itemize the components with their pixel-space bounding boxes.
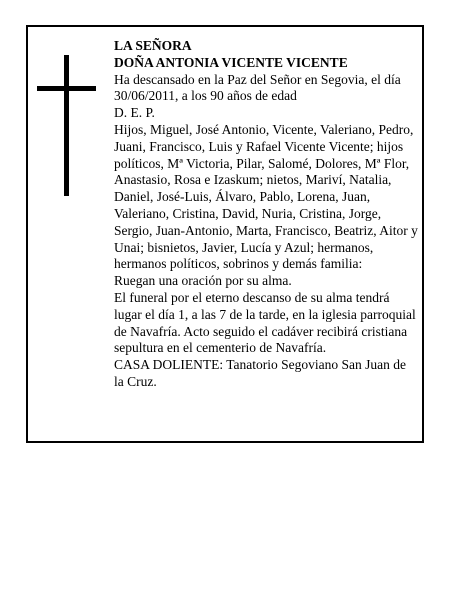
funeral-details: El funeral por el eterno descanso de su alma tendrá lugar el día 1, a las 7 de la tarde, en la iglesia parroquial de Navafría. Acto seguido el cadáver recibirá cristiana sepultura en el cementerio de Navafría. bbox=[114, 289, 416, 356]
cross-icon bbox=[64, 55, 69, 196]
deceased-name: DOÑA ANTONIA VICENTE VICENTE bbox=[114, 54, 348, 70]
family-list: Hijos, Miguel, José Antonio, Vicente, Valeriano, Pedro, Juani, Francisco, Luis y Rafael Vicente Vicente; hijos políticos, Mª Victoria, Pilar, Salomé, Dolores, Mª Flor, Anastasio, Rosa e Izaskum; nietos, Mariví, Natalia, Daniel, José-Luis, Álvaro, Pablo, Lorena, Juan, Valeriano, Cristina, David, Nuria, Cristina, Jorge, Sergio, Juan-Antonio, Marta, Francisco, Beatriz, Aitor y Unai; bisnietos, Javier, Lucía y Azul; hermanos, hermanos políticos, sobrinos y demás familia: bbox=[114, 121, 418, 272]
cross-icon-bar bbox=[37, 86, 96, 91]
prayer-request: Ruegan una oración por su alma. bbox=[114, 273, 292, 289]
rip-text: D. E. P. bbox=[114, 105, 155, 121]
obituary-text bbox=[114, 38, 418, 391]
notice-title: LA SEÑORA bbox=[114, 38, 192, 53]
mourning-house: CASA DOLIENTE: Tanatorio Segoviano San Juan de la Cruz. bbox=[114, 357, 407, 389]
death-statement: Ha descansado en la Paz del Señor en Segovia, el día 30/06/2011, a los 90 años de edad bbox=[114, 71, 401, 104]
